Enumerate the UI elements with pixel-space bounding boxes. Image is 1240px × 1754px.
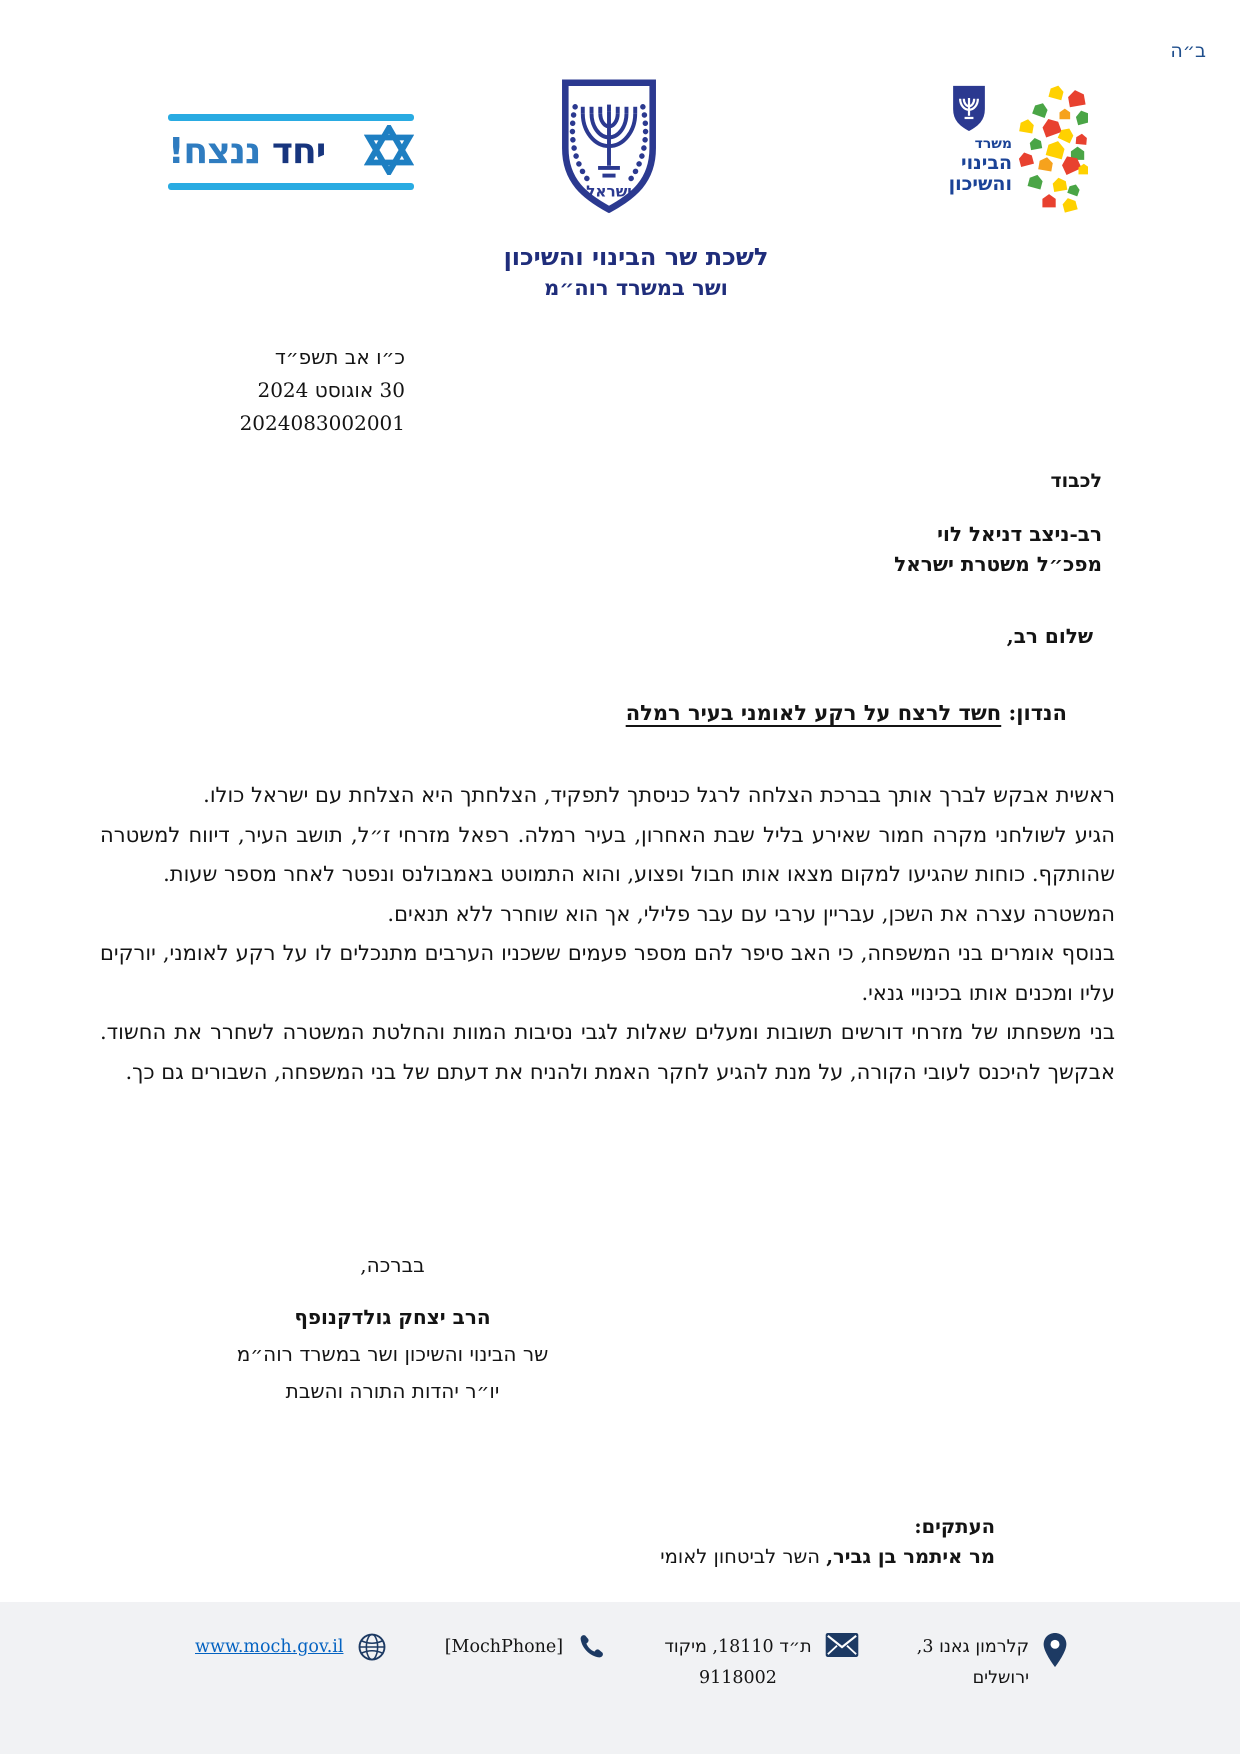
footer-pob-line2: 9118002 bbox=[698, 1668, 777, 1688]
ministry-logo bbox=[926, 84, 1012, 195]
footer-phone-text bbox=[445, 1632, 563, 1663]
hebrew-date: כ״ו אב תשפ״ד bbox=[274, 345, 405, 369]
footer-pob-text bbox=[664, 1632, 811, 1694]
footer-bar bbox=[0, 1602, 1240, 1754]
bsd-mark: ב״ה bbox=[1170, 40, 1206, 62]
star-of-david-icon bbox=[364, 125, 414, 179]
emblem-label: ישראל bbox=[586, 182, 632, 201]
copies-recipient-role: השר לביטחון לאומי bbox=[660, 1545, 827, 1568]
copies-block bbox=[660, 1512, 995, 1572]
gregorian-date: 30 אוגוסט 2024 bbox=[257, 378, 405, 402]
footer-address bbox=[917, 1632, 1068, 1754]
unity-logo bbox=[168, 114, 414, 190]
unity-word1: יחד bbox=[271, 131, 326, 172]
footer-website-text bbox=[195, 1632, 344, 1663]
body-paragraph-5: בני משפחתו של מזרחי דורשים תשובות ומעלים שאלות לגבי נסיבות המוות והחלטת המשטרה לשחרר את החשוד. אבקשך להיכנס לעובי הקורה, על מנת להגיע לחקר האמת ולהניח את דעתם של בני המשפחה, השבורים גם כך. bbox=[100, 1020, 1115, 1084]
globe-icon bbox=[357, 1632, 387, 1667]
footer-address-text bbox=[917, 1632, 1029, 1694]
unity-bottom-bar bbox=[168, 183, 414, 190]
ministry-name bbox=[926, 136, 1012, 195]
ministry-name-line3: והשיכון bbox=[948, 173, 1012, 195]
recipient-title: מפכ״ל משטרת ישראל bbox=[894, 552, 1102, 576]
subject-label: הנדון: bbox=[1008, 700, 1067, 725]
recipient-salutation: לכבוד bbox=[1050, 470, 1102, 492]
reference-number: 2024083002001 bbox=[239, 411, 405, 435]
subject-line bbox=[626, 700, 1067, 725]
ministry-name-line1: משרד bbox=[974, 136, 1012, 152]
footer-pob bbox=[664, 1632, 858, 1754]
signature-block bbox=[200, 1247, 585, 1410]
signature-title2: יו״ר יהדות התורה והשבת bbox=[285, 1379, 500, 1403]
footer-phone-value: [MochPhone] bbox=[444, 1637, 564, 1657]
recipient-block bbox=[894, 466, 1102, 579]
footer-address-line2: ירושלים bbox=[972, 1668, 1029, 1688]
unity-top-bar bbox=[168, 114, 414, 121]
footer-address-line1: קלרמון גאנו 3, bbox=[916, 1637, 1029, 1657]
date-block bbox=[55, 341, 405, 440]
copies-recipient-name: מר איתמר בן גביר, bbox=[826, 1545, 995, 1568]
footer-pob-line1: ת״ד 18110, מיקוד bbox=[664, 1637, 812, 1657]
unity-word2: ננצח! bbox=[168, 131, 261, 172]
israel-emblem-icon bbox=[553, 74, 665, 220]
footer-phone bbox=[445, 1632, 606, 1754]
website-link[interactable]: www.moch.gov.il bbox=[195, 1637, 344, 1657]
unity-logo-row bbox=[168, 121, 414, 183]
phone-icon bbox=[576, 1632, 606, 1667]
letterhead-office bbox=[36, 242, 1236, 300]
body-paragraph-3: המשטרה עצרה את השכן, עבריין ערבי עם עבר פלילי, אך הוא שוחרר ללא תנאים. bbox=[387, 901, 1115, 926]
letter-body bbox=[100, 776, 1115, 1092]
envelope-icon bbox=[825, 1632, 859, 1663]
signature-name: הרב יצחק גולדקנופף bbox=[294, 1305, 491, 1329]
location-pin-icon bbox=[1042, 1632, 1068, 1673]
recipient-name: רב-ניצב דניאל לוי bbox=[937, 522, 1102, 546]
signature-title1: שר הבינוי והשיכון ושר במשרד רוה״מ bbox=[236, 1342, 549, 1366]
body-paragraph-1: ראשית אבקש לברך אותך בברכת הצלחה לרגל כניסתך לתפקיד, הצלחתך היא הצלחת עם ישראל כולו. bbox=[203, 783, 1115, 807]
unity-slogan bbox=[168, 131, 326, 172]
footer-website bbox=[195, 1632, 387, 1754]
subject-text: חשד לרצח על רקע לאומני בעיר רמלה bbox=[625, 700, 1002, 725]
ministry-emblem-icon bbox=[950, 117, 988, 136]
office-title-line2: ושר במשרד רוה״מ bbox=[544, 275, 728, 300]
copies-label: העתקים: bbox=[914, 1515, 995, 1538]
houses-cluster-icon bbox=[1012, 82, 1088, 219]
body-paragraph-4: בנוסף אומרים בני המשפחה, כי האב סיפר להם מספר פעמים ששכניו הערבים מתנכלים לו על רקע לאומני, יורקים עליו ומכנים אותו בכינויי גנאי. bbox=[100, 941, 1115, 1005]
body-paragraph-2: הגיע לשולחני מקרה חמור שאירע בליל שבת האחרון, בעיר רמלה. רפאל מזרחי ז״ל, תושב העיר, דיווח למשטרה שהותקף. כוחות שהגיעו למקום מצאו אותו חבול ופצוע, והוא התמוטט באמבולנס ונפטר לאחר מספר שעות. bbox=[100, 822, 1115, 886]
office-title-line1: לשכת שר הבינוי והשיכון bbox=[503, 242, 769, 271]
signature-closing: בברכה, bbox=[360, 1253, 425, 1277]
copies-recipient bbox=[660, 1542, 995, 1572]
greeting: שלום רב, bbox=[1006, 624, 1093, 648]
ministry-name-line2: הבינוי bbox=[961, 152, 1012, 174]
